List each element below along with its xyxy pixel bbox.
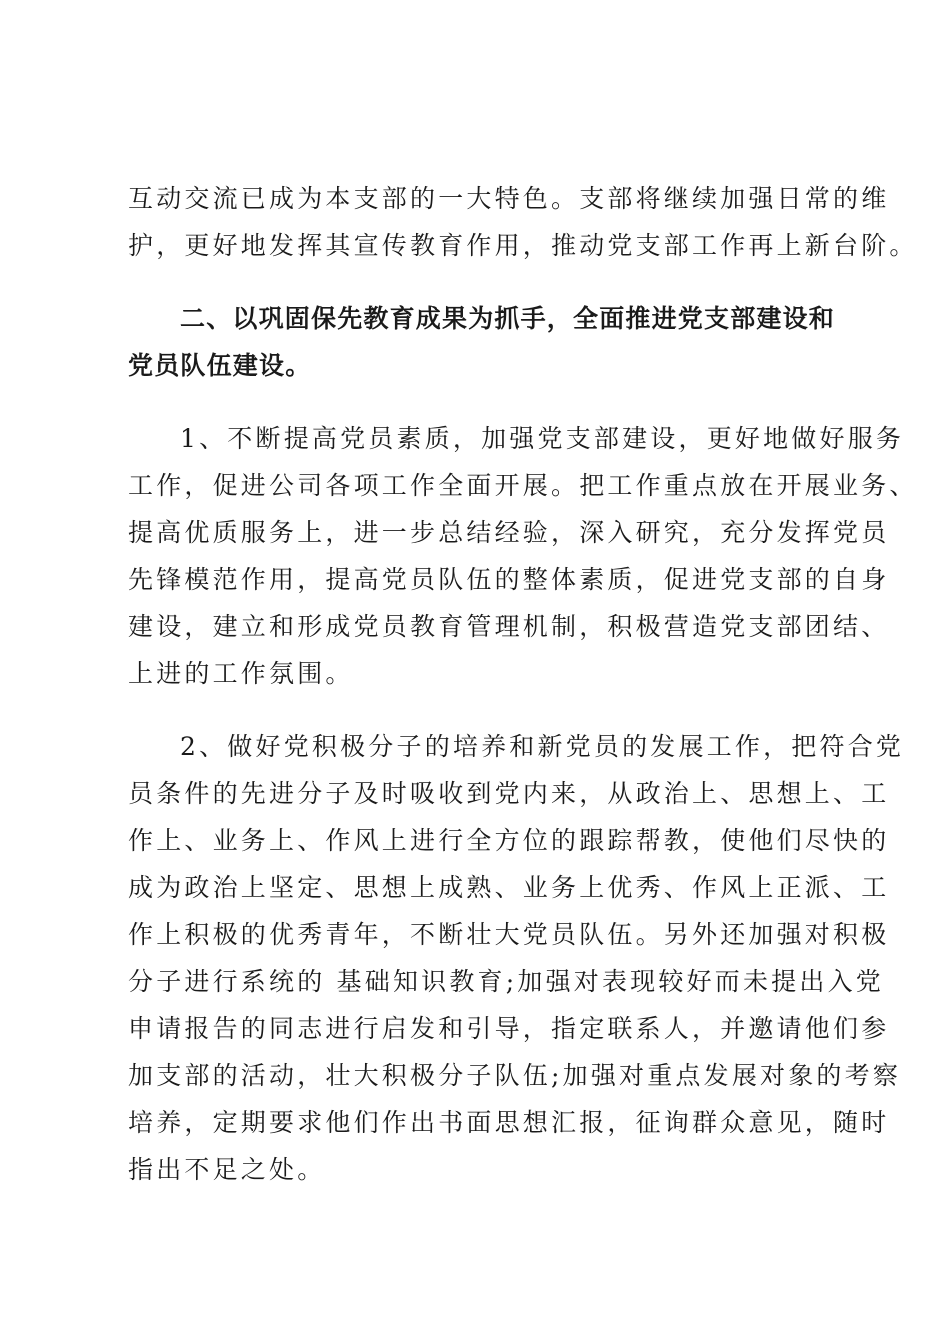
text-line: 成为政治上坚定、思想上成熟、业务上优秀、作风上正派、工 — [128, 873, 890, 902]
heading-line: 党员队伍建设。 — [128, 351, 312, 380]
text-line: 上进的工作氛围。 — [128, 659, 354, 688]
text-line: 申请报告的同志进行启发和引导，指定联系人，并邀请他们参 — [128, 1014, 890, 1043]
body-paragraph-1 — [128, 415, 918, 697]
text-line: 先锋模范作用，提高党员队伍的整体素质，促进党支部的自身 — [128, 565, 890, 594]
text-line: 2、做好党积极分子的培养和新党员的发展工作，把符合党 — [180, 732, 905, 761]
text-line: 1、不断提高党员素质，加强党支部建设，更好地做好服务 — [180, 424, 905, 453]
body-paragraph-2 — [128, 723, 905, 1193]
text-line: 员条件的先进分子及时吸收到党内来，从政治上、思想上、工 — [128, 779, 890, 808]
text-line: 护，更好地发挥其宣传教育作用，推动党支部工作再上新台阶。 — [128, 231, 918, 260]
text-line: 指出不足之处。 — [128, 1155, 326, 1184]
text-line: 培养，定期要求他们作出书面思想汇报，征询群众意见，随时 — [128, 1108, 890, 1137]
text-line: 作上、业务上、作风上进行全方位的跟踪帮教，使他们尽快的 — [128, 826, 890, 855]
heading-line: 二、以巩固保先教育成果为抓手，全面推进党支部建设和 — [180, 304, 836, 333]
section-heading — [128, 295, 834, 389]
text-line: 工作，促进公司各项工作全面开展。把工作重点放在开展业务、 — [128, 471, 918, 500]
continuation-paragraph — [128, 175, 918, 269]
text-line: 加支部的活动，壮大积极分子队伍;加强对重点发展对象的考察 — [128, 1061, 902, 1090]
text-line: 分子进行系统的 基础知识教育;加强对表现较好而未提出入党 — [128, 967, 884, 996]
document-body — [128, 175, 918, 1193]
text-line: 提高优质服务上，进一步总结经验，深入研究，充分发挥党员 — [128, 518, 890, 547]
text-line: 建设，建立和形成党员教育管理机制，积极营造党支部团结、 — [128, 612, 890, 641]
text-line: 作上积极的优秀青年，不断壮大党员队伍。另外还加强对积极 — [128, 920, 890, 949]
text-line: 互动交流已成为本支部的一大特色。支部将继续加强日常的维 — [128, 184, 890, 213]
